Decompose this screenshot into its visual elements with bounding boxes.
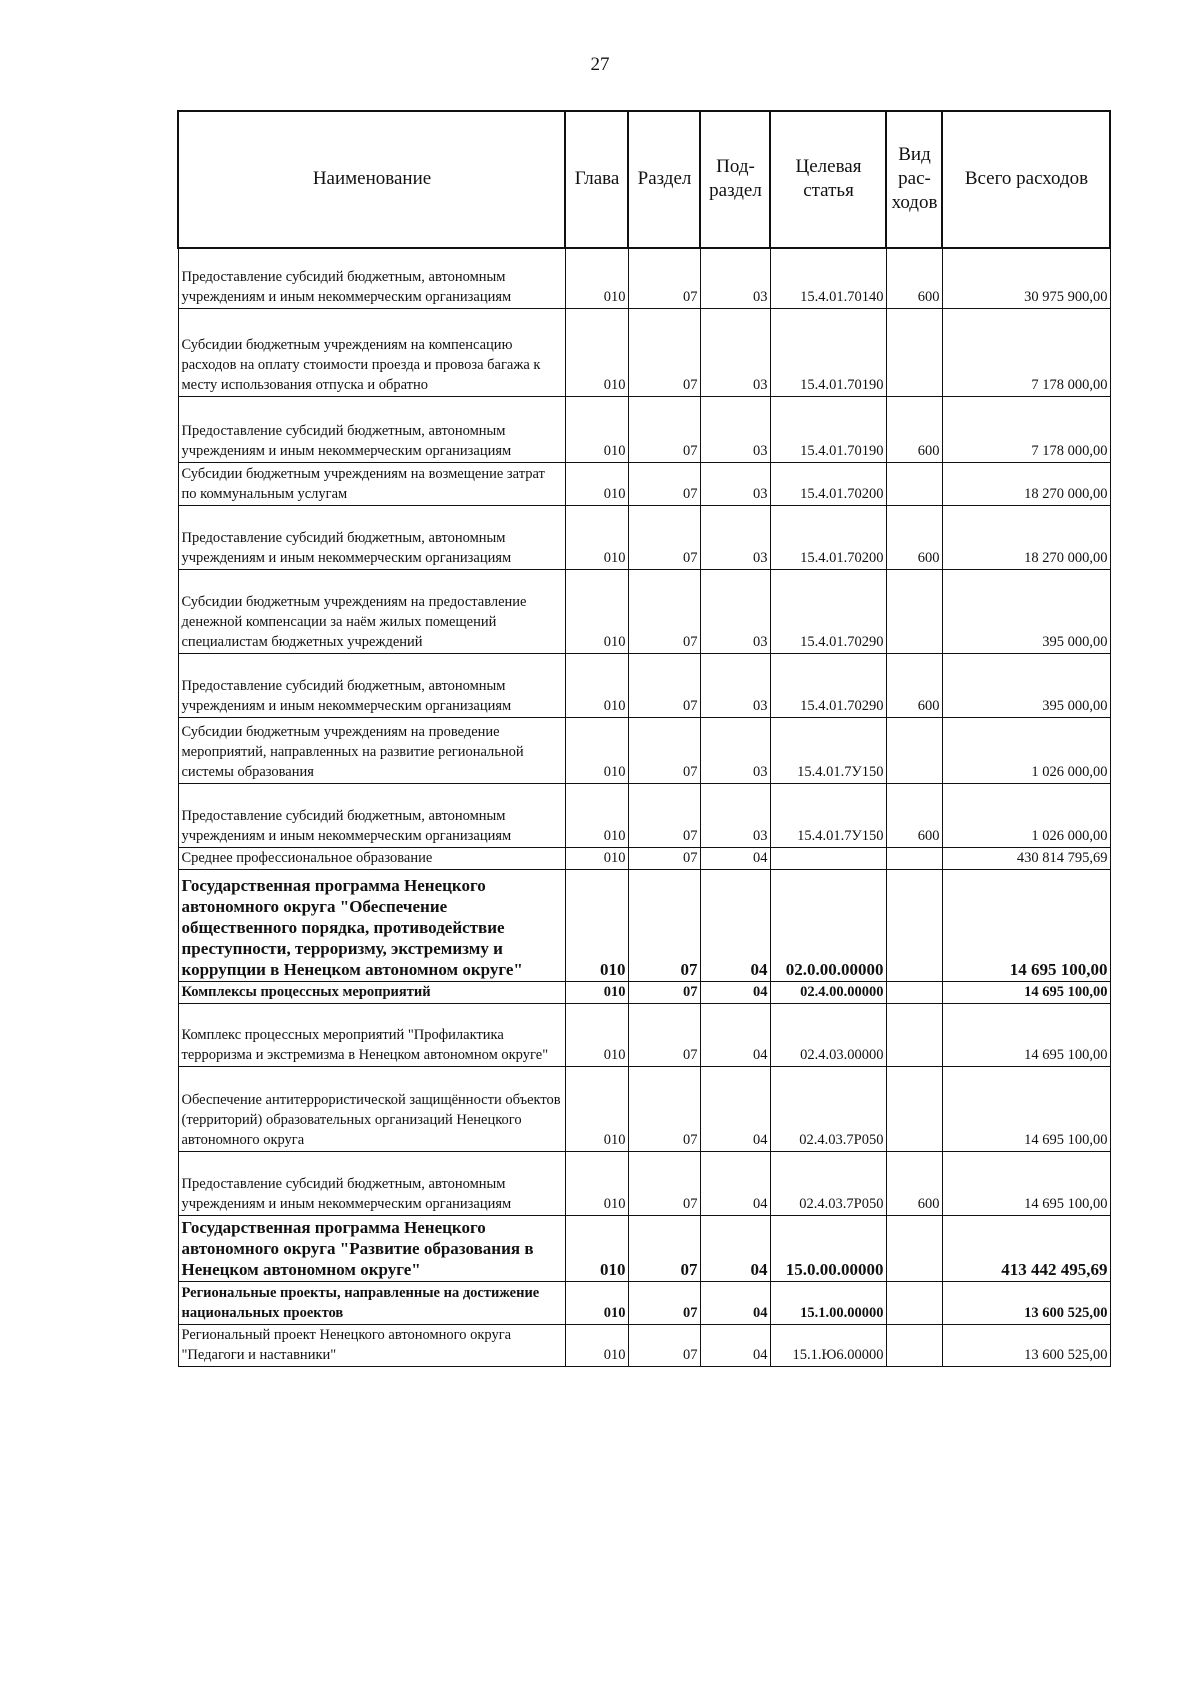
cell-glava: 010 (565, 653, 628, 717)
cell-vid (886, 462, 942, 505)
cell-razdel: 07 (628, 1281, 700, 1324)
cell-razdel: 07 (628, 308, 700, 396)
cell-glava: 010 (565, 1151, 628, 1215)
table-row (178, 396, 1110, 462)
table-row (178, 869, 1110, 981)
cell-razdel: 07 (628, 981, 700, 1003)
cell-vid (886, 981, 942, 1003)
cell-glava: 010 (565, 505, 628, 569)
cell-name: Предоставление субсидий бюджетным, автономным учреждениям и иным некоммерческим организациям (178, 653, 565, 717)
cell-razdel: 07 (628, 653, 700, 717)
cell-celevaya: 15.0.00.00000 (770, 1215, 886, 1281)
cell-glava: 010 (565, 396, 628, 462)
cell-name: Субсидии бюджетным учреждениям на возмещение затрат по коммунальным услугам (178, 462, 565, 505)
cell-sum: 395 000,00 (942, 653, 1110, 717)
cell-podrazdel: 03 (700, 569, 770, 653)
cell-name: Региональный проект Ненецкого автономного округа "Педагоги и наставники" (178, 1324, 565, 1366)
cell-glava: 010 (565, 462, 628, 505)
table-row (178, 248, 1110, 308)
cell-sum: 18 270 000,00 (942, 462, 1110, 505)
cell-glava: 010 (565, 1003, 628, 1066)
table-row (178, 1281, 1110, 1324)
cell-sum: 430 814 795,69 (942, 847, 1110, 869)
cell-celevaya: 02.4.00.00000 (770, 981, 886, 1003)
cell-podrazdel: 03 (700, 308, 770, 396)
cell-name: Субсидии бюджетным учреждениям на предоставление денежной компенсации за наём жилых помещений специалистам бюджетных учреждений (178, 569, 565, 653)
cell-name: Государственная программа Ненецкого автономного округа "Развитие образования в Ненецком автономном округе" (178, 1215, 565, 1281)
cell-celevaya: 15.4.01.70190 (770, 308, 886, 396)
cell-sum: 395 000,00 (942, 569, 1110, 653)
cell-name: Предоставление субсидий бюджетным, автономным учреждениям и иным некоммерческим организациям (178, 783, 565, 847)
cell-sum: 14 695 100,00 (942, 1066, 1110, 1151)
budget-table (177, 110, 1111, 1367)
cell-glava: 010 (565, 1281, 628, 1324)
cell-sum: 7 178 000,00 (942, 396, 1110, 462)
cell-razdel: 07 (628, 1324, 700, 1366)
cell-sum: 14 695 100,00 (942, 1151, 1110, 1215)
cell-razdel: 07 (628, 869, 700, 981)
cell-name: Среднее профессиональное образование (178, 847, 565, 869)
table-row (178, 783, 1110, 847)
cell-podrazdel: 03 (700, 462, 770, 505)
cell-vid: 600 (886, 505, 942, 569)
cell-glava: 010 (565, 1324, 628, 1366)
cell-celevaya: 02.4.03.00000 (770, 1003, 886, 1066)
cell-name: Предоставление субсидий бюджетным, автономным учреждениям и иным некоммерческим организациям (178, 248, 565, 308)
cell-name: Региональные проекты, направленные на достижение национальных проектов (178, 1281, 565, 1324)
cell-razdel: 07 (628, 783, 700, 847)
table-row (178, 462, 1110, 505)
cell-podrazdel: 04 (700, 1151, 770, 1215)
cell-podrazdel: 04 (700, 981, 770, 1003)
cell-sum: 13 600 525,00 (942, 1324, 1110, 1366)
cell-celevaya: 15.4.01.7У150 (770, 717, 886, 783)
table-row (178, 1003, 1110, 1066)
header-vid: Вид рас- ходов (886, 111, 942, 248)
table-row (178, 847, 1110, 869)
cell-podrazdel: 03 (700, 653, 770, 717)
cell-vid: 600 (886, 396, 942, 462)
table-row (178, 717, 1110, 783)
cell-name: Предоставление субсидий бюджетным, автономным учреждениям и иным некоммерческим организациям (178, 505, 565, 569)
cell-vid (886, 1281, 942, 1324)
header-vsego: Всего расходов (942, 111, 1110, 248)
cell-celevaya: 02.0.00.00000 (770, 869, 886, 981)
cell-vid (886, 847, 942, 869)
cell-vid: 600 (886, 653, 942, 717)
cell-glava: 010 (565, 569, 628, 653)
cell-razdel: 07 (628, 396, 700, 462)
cell-name: Обеспечение антитеррористической защищённости объектов (территорий) образовательных организаций Ненецкого автономного округа (178, 1066, 565, 1151)
cell-glava: 010 (565, 308, 628, 396)
cell-sum: 413 442 495,69 (942, 1215, 1110, 1281)
cell-sum: 1 026 000,00 (942, 717, 1110, 783)
cell-celevaya: 15.1.Ю6.00000 (770, 1324, 886, 1366)
cell-celevaya: 15.4.01.70140 (770, 248, 886, 308)
cell-podrazdel: 03 (700, 717, 770, 783)
cell-razdel: 07 (628, 847, 700, 869)
cell-vid (886, 869, 942, 981)
table-row (178, 981, 1110, 1003)
cell-name: Субсидии бюджетным учреждениям на компенсацию расходов на оплату стоимости проезда и провоза багажа к месту использования отпуска и обратно (178, 308, 565, 396)
cell-sum: 14 695 100,00 (942, 869, 1110, 981)
cell-vid: 600 (886, 248, 942, 308)
cell-podrazdel: 04 (700, 1281, 770, 1324)
cell-razdel: 07 (628, 1003, 700, 1066)
cell-celevaya: 15.4.01.70200 (770, 505, 886, 569)
cell-celevaya: 15.4.01.7У150 (770, 783, 886, 847)
cell-glava: 010 (565, 717, 628, 783)
table-row (178, 653, 1110, 717)
table-row (178, 1324, 1110, 1366)
cell-podrazdel: 04 (700, 847, 770, 869)
table-row (178, 505, 1110, 569)
cell-podrazdel: 04 (700, 1003, 770, 1066)
cell-glava: 010 (565, 981, 628, 1003)
header-podrazdel: Под- раздел (700, 111, 770, 248)
cell-podrazdel: 04 (700, 1066, 770, 1151)
cell-name: Субсидии бюджетным учреждениям на проведение мероприятий, направленных на развитие региональной системы образования (178, 717, 565, 783)
cell-podrazdel: 03 (700, 248, 770, 308)
cell-name: Предоставление субсидий бюджетным, автономным учреждениям и иным некоммерческим организациям (178, 396, 565, 462)
cell-celevaya (770, 847, 886, 869)
table-row (178, 569, 1110, 653)
cell-podrazdel: 03 (700, 505, 770, 569)
page-number: 27 (590, 54, 610, 75)
header-razdel: Раздел (628, 111, 700, 248)
cell-sum: 18 270 000,00 (942, 505, 1110, 569)
cell-name: Предоставление субсидий бюджетным, автономным учреждениям и иным некоммерческим организациям (178, 1151, 565, 1215)
table-row (178, 1151, 1110, 1215)
table-header-row (178, 111, 1110, 248)
cell-glava: 010 (565, 248, 628, 308)
cell-glava: 010 (565, 847, 628, 869)
cell-razdel: 07 (628, 569, 700, 653)
cell-sum: 7 178 000,00 (942, 308, 1110, 396)
cell-glava: 010 (565, 1066, 628, 1151)
cell-celevaya: 02.4.03.7Р050 (770, 1151, 886, 1215)
cell-razdel: 07 (628, 1215, 700, 1281)
cell-vid (886, 1215, 942, 1281)
cell-sum: 14 695 100,00 (942, 981, 1110, 1003)
table-row (178, 308, 1110, 396)
cell-sum: 30 975 900,00 (942, 248, 1110, 308)
cell-razdel: 07 (628, 1066, 700, 1151)
cell-razdel: 07 (628, 248, 700, 308)
cell-razdel: 07 (628, 717, 700, 783)
cell-celevaya: 15.4.01.70290 (770, 569, 886, 653)
cell-podrazdel: 03 (700, 396, 770, 462)
cell-podrazdel: 04 (700, 1215, 770, 1281)
cell-celevaya: 02.4.03.7Р050 (770, 1066, 886, 1151)
cell-glava: 010 (565, 1215, 628, 1281)
cell-name: Комплекс процессных мероприятий "Профилактика терроризма и экстремизма в Ненецком автономном округе" (178, 1003, 565, 1066)
cell-podrazdel: 04 (700, 869, 770, 981)
header-glava: Глава (565, 111, 628, 248)
cell-sum: 13 600 525,00 (942, 1281, 1110, 1324)
cell-celevaya: 15.4.01.70190 (770, 396, 886, 462)
cell-vid: 600 (886, 1151, 942, 1215)
cell-name: Комплексы процессных мероприятий (178, 981, 565, 1003)
cell-celevaya: 15.1.00.00000 (770, 1281, 886, 1324)
header-name: Наименование (178, 111, 565, 248)
cell-podrazdel: 03 (700, 783, 770, 847)
cell-celevaya: 15.4.01.70290 (770, 653, 886, 717)
cell-vid (886, 569, 942, 653)
table-row (178, 1066, 1110, 1151)
cell-glava: 010 (565, 783, 628, 847)
cell-vid (886, 1003, 942, 1066)
cell-sum: 14 695 100,00 (942, 1003, 1110, 1066)
cell-vid: 600 (886, 783, 942, 847)
cell-celevaya: 15.4.01.70200 (770, 462, 886, 505)
cell-vid (886, 308, 942, 396)
cell-vid (886, 717, 942, 783)
cell-name: Государственная программа Ненецкого автономного округа "Обеспечение общественного порядка, противодействие преступности, терроризму, экстремизму и коррупции в Ненецком автономном округе" (178, 869, 565, 981)
header-celevaya: Целевая статья (770, 111, 886, 248)
cell-razdel: 07 (628, 1151, 700, 1215)
cell-vid (886, 1066, 942, 1151)
cell-razdel: 07 (628, 462, 700, 505)
cell-vid (886, 1324, 942, 1366)
cell-glava: 010 (565, 869, 628, 981)
cell-podrazdel: 04 (700, 1324, 770, 1366)
table-row (178, 1215, 1110, 1281)
cell-sum: 1 026 000,00 (942, 783, 1110, 847)
cell-razdel: 07 (628, 505, 700, 569)
